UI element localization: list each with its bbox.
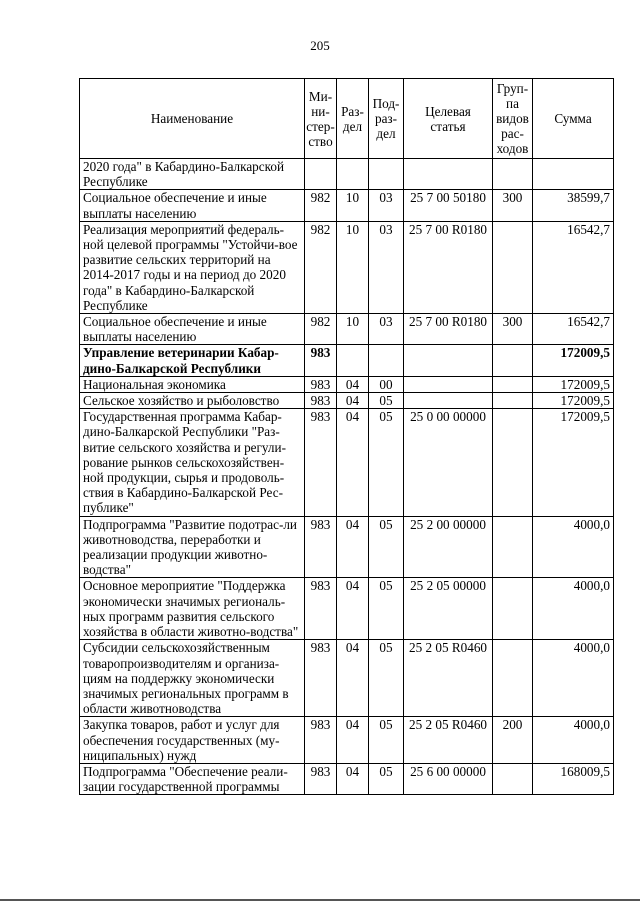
cell-ministry: 983	[305, 409, 337, 516]
table-row	[80, 409, 614, 516]
cell-ministry: 982	[305, 221, 337, 313]
cell-subsection: 03	[369, 221, 404, 313]
header-article: Целевая статья	[404, 79, 493, 159]
cell-expense-group: 200	[493, 717, 533, 764]
cell-name: Подпрограмма "Развитие подотрас-ли животноводства, переработки и реализации продукции животно-водства"	[80, 516, 305, 578]
cell-section: 04	[337, 578, 369, 640]
cell-section: 10	[337, 221, 369, 313]
table-row	[80, 376, 614, 392]
header-expense-group: Груп- па видов рас- ходов	[493, 79, 533, 159]
header-section: Раз- дел	[337, 79, 369, 159]
cell-article: 25 6 00 00000	[404, 763, 493, 794]
cell-sum: 172009,5	[533, 345, 614, 376]
table-row	[80, 516, 614, 578]
cell-article: 25 2 00 00000	[404, 516, 493, 578]
cell-name: Сельское хозяйство и рыболовство	[80, 393, 305, 409]
cell-ministry: 983	[305, 516, 337, 578]
cell-ministry: 983	[305, 578, 337, 640]
cell-subsection: 03	[369, 190, 404, 221]
cell-subsection	[369, 159, 404, 190]
cell-ministry: 983	[305, 763, 337, 794]
cell-section	[337, 159, 369, 190]
cell-section: 04	[337, 409, 369, 516]
cell-sum: 168009,5	[533, 763, 614, 794]
cell-name: Национальная экономика	[80, 376, 305, 392]
cell-expense-group: 300	[493, 190, 533, 221]
cell-article: 25 0 00 00000	[404, 409, 493, 516]
cell-name: Управление ветеринарии Кабар-дино-Балкарской Республики	[80, 345, 305, 376]
table-header-row	[80, 79, 614, 159]
cell-section: 10	[337, 190, 369, 221]
cell-expense-group	[493, 763, 533, 794]
cell-name: Социальное обеспечение и иные выплаты населению	[80, 190, 305, 221]
cell-expense-group: 300	[493, 314, 533, 345]
budget-table	[79, 78, 614, 795]
cell-subsection: 05	[369, 578, 404, 640]
cell-article	[404, 393, 493, 409]
cell-section	[337, 345, 369, 376]
cell-subsection: 05	[369, 763, 404, 794]
cell-ministry: 982	[305, 190, 337, 221]
cell-subsection: 00	[369, 376, 404, 392]
cell-expense-group	[493, 640, 533, 717]
cell-name: Подпрограмма "Обеспечение реали-зации государственной программы	[80, 763, 305, 794]
cell-sum	[533, 159, 614, 190]
table-row	[80, 159, 614, 190]
cell-ministry: 983	[305, 717, 337, 764]
table-body	[80, 159, 614, 795]
cell-section: 04	[337, 763, 369, 794]
cell-article: 25 2 05 R0460	[404, 717, 493, 764]
cell-ministry: 983	[305, 640, 337, 717]
cell-sum: 38599,7	[533, 190, 614, 221]
cell-expense-group	[493, 516, 533, 578]
table-row	[80, 640, 614, 717]
cell-article: 25 7 00 R0180	[404, 221, 493, 313]
cell-sum: 4000,0	[533, 516, 614, 578]
cell-ministry: 983	[305, 376, 337, 392]
table-row	[80, 393, 614, 409]
table-row	[80, 221, 614, 313]
cell-article: 25 2 05 R0460	[404, 640, 493, 717]
cell-sum: 172009,5	[533, 409, 614, 516]
cell-expense-group	[493, 159, 533, 190]
cell-name: Основное мероприятие "Поддержка экономически значимых региональ-ных программ развития сельского хозяйства в области животно-водства"	[80, 578, 305, 640]
cell-sum: 172009,5	[533, 376, 614, 392]
cell-name: Субсидии сельскохозяйственным товаропроизводителям и организа-циям на поддержку экономически значимых региональных программ в области животноводства	[80, 640, 305, 717]
table-row	[80, 345, 614, 376]
cell-section: 04	[337, 516, 369, 578]
cell-article	[404, 159, 493, 190]
cell-ministry: 982	[305, 314, 337, 345]
cell-article: 25 2 05 00000	[404, 578, 493, 640]
cell-sum: 4000,0	[533, 717, 614, 764]
cell-subsection: 05	[369, 717, 404, 764]
cell-subsection	[369, 345, 404, 376]
scan-edge-line	[0, 899, 640, 901]
cell-subsection: 05	[369, 409, 404, 516]
cell-article	[404, 376, 493, 392]
cell-section: 04	[337, 717, 369, 764]
cell-name: Реализация мероприятий федераль-ной целевой программы "Устойчи-вое развитие сельских территорий на 2014-2017 годы и на период до 2020 года" в Кабардино-Балкарской Республике	[80, 221, 305, 313]
table-row	[80, 717, 614, 764]
cell-sum: 4000,0	[533, 640, 614, 717]
cell-subsection: 05	[369, 640, 404, 717]
header-name: Наименование	[80, 79, 305, 159]
cell-subsection: 05	[369, 393, 404, 409]
cell-expense-group	[493, 393, 533, 409]
cell-ministry: 983	[305, 345, 337, 376]
table-row	[80, 190, 614, 221]
cell-name: Социальное обеспечение и иные выплаты населению	[80, 314, 305, 345]
cell-name: Закупка товаров, работ и услуг для обеспечения государственных (му-ниципальных) нужд	[80, 717, 305, 764]
cell-article	[404, 345, 493, 376]
cell-expense-group	[493, 221, 533, 313]
header-sum: Сумма	[533, 79, 614, 159]
cell-sum: 16542,7	[533, 221, 614, 313]
cell-subsection: 05	[369, 516, 404, 578]
cell-expense-group	[493, 578, 533, 640]
cell-name: Государственная программа Кабар-дино-Балкарской Республики "Раз-витие сельского хозяйства и регули-рование рынков сельскохозяйствен-ной продукции, сырья и продоволь-ствия в Кабардино-Балкарской Рес-публике"	[80, 409, 305, 516]
page-number: 205	[310, 38, 330, 53]
table-row	[80, 578, 614, 640]
table-row	[80, 763, 614, 794]
cell-subsection: 03	[369, 314, 404, 345]
cell-section: 10	[337, 314, 369, 345]
cell-ministry	[305, 159, 337, 190]
cell-expense-group	[493, 376, 533, 392]
cell-expense-group	[493, 409, 533, 516]
cell-sum: 172009,5	[533, 393, 614, 409]
cell-sum: 16542,7	[533, 314, 614, 345]
header-ministry: Ми- ни- стер- ство	[305, 79, 337, 159]
cell-name: 2020 года" в Кабардино-Балкарской Республике	[80, 159, 305, 190]
cell-sum: 4000,0	[533, 578, 614, 640]
cell-section: 04	[337, 393, 369, 409]
cell-article: 25 7 00 50180	[404, 190, 493, 221]
table-row	[80, 314, 614, 345]
cell-article: 25 7 00 R0180	[404, 314, 493, 345]
header-subsection: Под- раз- дел	[369, 79, 404, 159]
cell-expense-group	[493, 345, 533, 376]
cell-section: 04	[337, 640, 369, 717]
cell-ministry: 983	[305, 393, 337, 409]
cell-section: 04	[337, 376, 369, 392]
